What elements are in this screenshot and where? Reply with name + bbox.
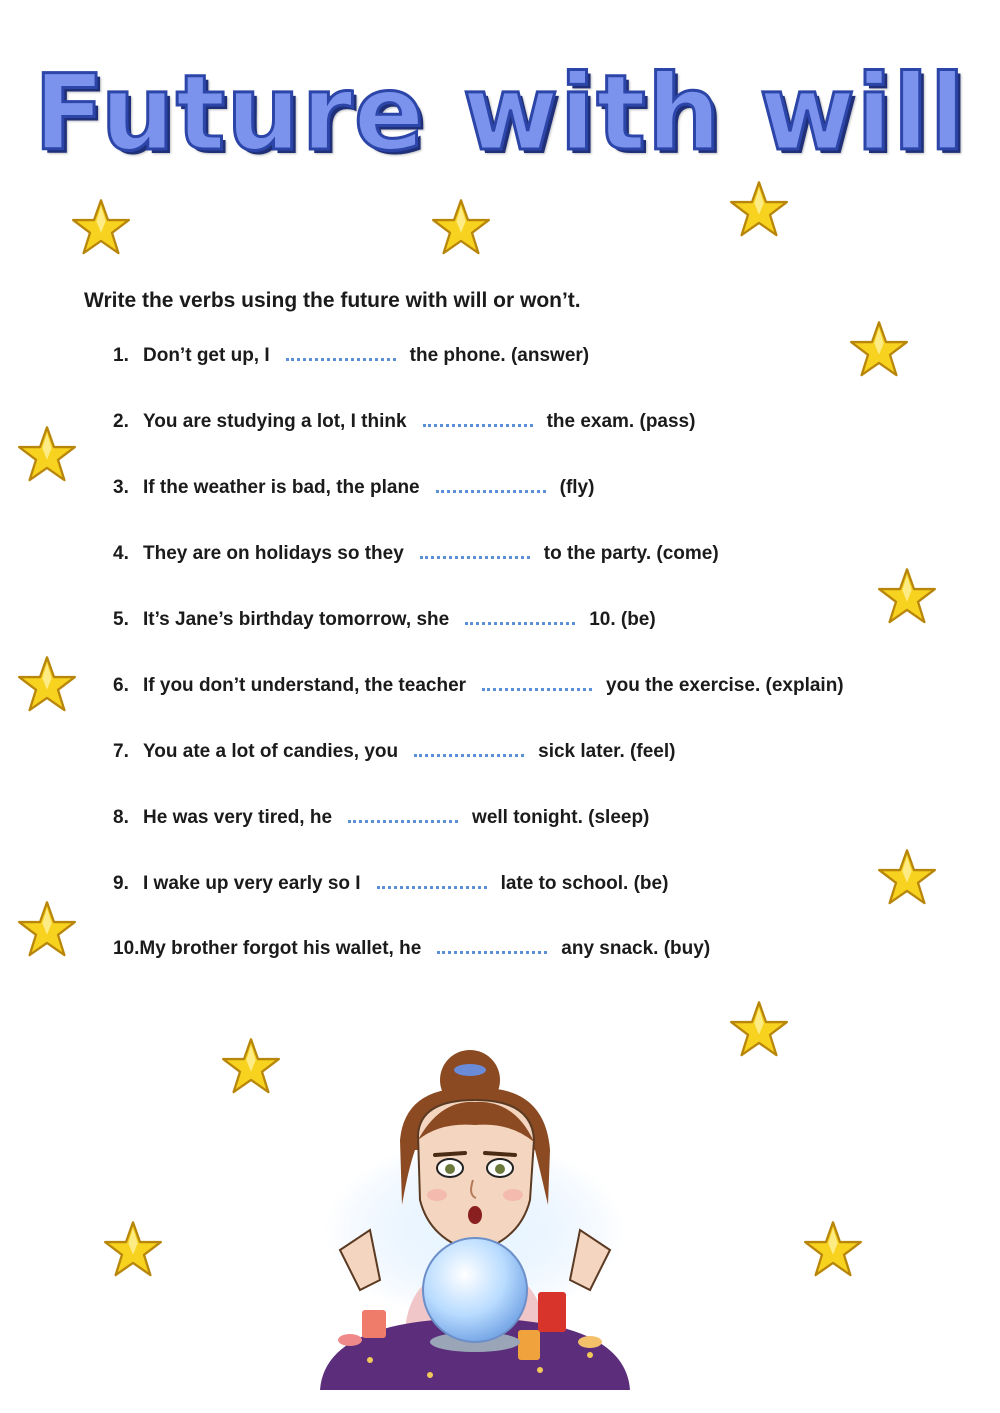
item-text-before: I wake up very early so I bbox=[143, 873, 361, 894]
item-text-after: (fly) bbox=[559, 477, 595, 498]
star-icon bbox=[18, 425, 76, 483]
exercise-item bbox=[113, 740, 675, 764]
exercise-item bbox=[113, 872, 668, 896]
item-number: 9. bbox=[113, 873, 129, 894]
item-text-before: My brother forgot his wallet, he bbox=[139, 938, 422, 959]
exercise-item bbox=[113, 344, 589, 368]
item-text-before: He was very tired, he bbox=[143, 807, 333, 828]
answer-blank[interactable] bbox=[436, 476, 546, 493]
item-number: 10. bbox=[113, 938, 140, 959]
exercise-item bbox=[113, 410, 695, 434]
item-text-before: Don’t get up, I bbox=[143, 345, 270, 366]
instruction-text: Write the verbs using the future with will or won’t. bbox=[84, 289, 581, 312]
item-text-after: late to school. (be) bbox=[500, 873, 669, 894]
item-text-before: If you don’t understand, the teacher bbox=[143, 675, 467, 696]
answer-blank[interactable] bbox=[423, 410, 533, 427]
item-text-before: You ate a lot of candies, you bbox=[143, 741, 399, 762]
item-number: 3. bbox=[113, 477, 129, 498]
answer-blank[interactable] bbox=[465, 608, 575, 625]
item-number: 1. bbox=[113, 345, 129, 366]
star-icon bbox=[730, 1000, 788, 1058]
item-number: 7. bbox=[113, 741, 129, 762]
exercise-item bbox=[113, 806, 649, 830]
star-icon bbox=[804, 1220, 862, 1278]
item-text-after: the exam. (pass) bbox=[546, 411, 696, 432]
item-number: 6. bbox=[113, 675, 129, 696]
item-text-after: well tonight. (sleep) bbox=[472, 807, 650, 828]
answer-blank[interactable] bbox=[437, 937, 547, 954]
item-text-after: to the party. (come) bbox=[543, 543, 719, 564]
star-icon bbox=[222, 1037, 280, 1095]
item-number: 5. bbox=[113, 609, 129, 630]
answer-blank[interactable] bbox=[286, 344, 396, 361]
exercise-item bbox=[113, 542, 719, 566]
item-text-before: You are studying a lot, I think bbox=[143, 411, 407, 432]
item-text-after: 10. (be) bbox=[589, 609, 656, 630]
star-icon bbox=[18, 655, 76, 713]
worksheet-title: Future with will bbox=[33, 52, 967, 174]
star-icon bbox=[878, 567, 936, 625]
exercise-item bbox=[113, 937, 710, 961]
item-text-after: sick later. (feel) bbox=[538, 741, 676, 762]
answer-blank[interactable] bbox=[414, 740, 524, 757]
item-number: 2. bbox=[113, 411, 129, 432]
fortune-teller-illustration bbox=[310, 1030, 640, 1390]
item-text-before: It’s Jane’s birthday tomorrow, she bbox=[143, 609, 450, 630]
item-number: 8. bbox=[113, 807, 129, 828]
item-text-after: the phone. (answer) bbox=[409, 345, 590, 366]
star-icon bbox=[18, 900, 76, 958]
star-icon bbox=[730, 180, 788, 238]
exercise-item bbox=[113, 608, 656, 632]
exercise-item bbox=[113, 674, 844, 698]
answer-blank[interactable] bbox=[377, 872, 487, 889]
item-number: 4. bbox=[113, 543, 129, 564]
item-text-before: They are on holidays so they bbox=[143, 543, 404, 564]
star-icon bbox=[850, 320, 908, 378]
exercise-item bbox=[113, 476, 594, 500]
answer-blank[interactable] bbox=[348, 806, 458, 823]
item-text-before: If the weather is bad, the plane bbox=[143, 477, 420, 498]
answer-blank[interactable] bbox=[482, 674, 592, 691]
star-icon bbox=[72, 198, 130, 256]
answer-blank[interactable] bbox=[420, 542, 530, 559]
item-text-after: any snack. (buy) bbox=[561, 938, 711, 959]
star-icon bbox=[432, 198, 490, 256]
item-text-after: you the exercise. (explain) bbox=[606, 675, 844, 696]
star-icon bbox=[104, 1220, 162, 1278]
star-icon bbox=[878, 848, 936, 906]
